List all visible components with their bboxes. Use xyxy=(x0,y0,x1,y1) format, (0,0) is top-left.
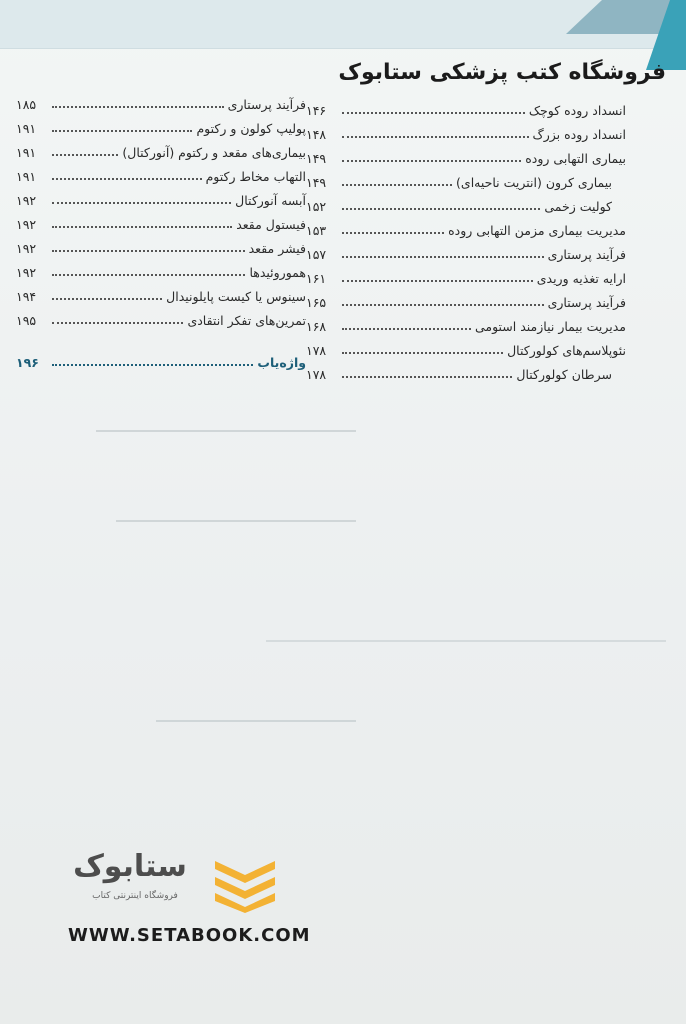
bleed-through-mark xyxy=(116,520,356,522)
toc-entry xyxy=(306,290,626,314)
toc-leader-dots xyxy=(342,328,471,330)
toc-leader-dots xyxy=(342,184,452,186)
toc-page-number: ۱۵۲ xyxy=(306,198,327,214)
toc-entry-label: التهاب مخاط رکتوم xyxy=(205,168,306,184)
toc-entry-label: سرطان کولورکتال xyxy=(516,366,612,382)
toc-leader-dots xyxy=(52,364,253,366)
toc-vocab-label: واژه‌یاب xyxy=(257,354,306,370)
toc-page-number: ۱۸۵ xyxy=(16,96,37,112)
toc-entry-label: فرآیند پرستاری xyxy=(547,246,626,262)
toc-entry-label: فرآیند پرستاری xyxy=(547,294,626,310)
page-top-band xyxy=(0,0,686,49)
toc-page-number: ۱۴۹ xyxy=(306,174,327,190)
logo-tagline: فروشگاه اینترنتی کتاب xyxy=(92,891,178,901)
toc-leader-dots xyxy=(342,112,525,114)
toc-entry xyxy=(16,260,306,284)
toc-page-number: ۱۷۸ xyxy=(306,366,327,382)
toc-leader-dots xyxy=(52,250,245,252)
page-title: فروشگاه کتب پزشکی ستابوک xyxy=(338,60,666,85)
toc-entry xyxy=(16,212,306,236)
toc-page-number: ۱۹۵ xyxy=(16,312,37,328)
toc-vocab-entry xyxy=(16,350,306,374)
toc-leader-dots xyxy=(342,304,544,306)
logo-brand-text: ستابوک xyxy=(73,849,187,884)
toc-page-number: ۱۴۹ xyxy=(306,150,327,166)
toc-entry-label: فیستول مقعد xyxy=(236,216,306,232)
site-url: WWW.SETABOOK.COM xyxy=(68,925,311,946)
toc-page-number: ۱۹۲ xyxy=(16,216,37,232)
toc-entry-label: انسداد روده کوچک xyxy=(528,102,626,118)
toc-entry xyxy=(306,218,626,242)
stacked-chevrons-logo-icon xyxy=(210,853,280,913)
toc-entry xyxy=(16,140,306,164)
toc-page-number: ۱۷۸ xyxy=(306,342,327,358)
bleed-through-mark xyxy=(96,430,356,432)
toc-entry-label: بیماری التهابی روده xyxy=(525,150,626,166)
toc-leader-dots xyxy=(52,226,232,228)
toc-leader-dots xyxy=(342,136,529,138)
toc-leader-dots xyxy=(342,256,544,258)
toc-leader-dots xyxy=(342,376,512,378)
toc-leader-dots xyxy=(52,298,162,300)
toc-page-number: ۱۵۳ xyxy=(306,222,327,238)
toc-entry-label: سینوس یا کیست پایلونیدال xyxy=(166,288,306,304)
toc-entry-label: نئوپلاسم‌های کولورکتال xyxy=(507,342,626,358)
toc-leader-dots xyxy=(52,154,118,156)
toc-page-number: ۱۹۲ xyxy=(16,264,37,280)
bleed-through-mark xyxy=(266,640,666,642)
toc-leader-dots xyxy=(342,160,521,162)
toc-entry-label: آبسه آنورکتال xyxy=(235,192,306,208)
toc-leader-dots xyxy=(52,106,224,108)
toc-entry-label: پولیپ کولون و رکتوم xyxy=(196,120,306,136)
toc-entry xyxy=(306,314,626,338)
toc-leader-dots xyxy=(342,280,533,282)
toc-entry-label: ارایه تغذیه وریدی xyxy=(536,270,626,286)
toc-entry xyxy=(306,122,626,146)
toc-entry-label: مدیریت بیماری مزمن التهابی روده xyxy=(448,222,626,238)
toc-entry xyxy=(306,242,626,266)
toc-leader-dots xyxy=(52,274,245,276)
toc-entry xyxy=(16,92,306,116)
toc-page-number: ۱۴۸ xyxy=(306,126,327,142)
toc-entry xyxy=(306,362,626,386)
toc-entry-label: مدیریت بیمار نیازمند استومی xyxy=(474,318,626,334)
toc-leader-dots xyxy=(52,178,202,180)
toc-leader-dots xyxy=(342,352,503,354)
toc-page-number: ۱۴۶ xyxy=(306,102,327,118)
toc-page-number: ۱۹۲ xyxy=(16,192,37,208)
toc-entry-label: بیماری کرون (انتریت ناحیه‌ای) xyxy=(456,174,612,190)
toc-page-number: ۱۹۲ xyxy=(16,240,37,256)
toc-entry xyxy=(16,116,306,140)
toc-entry xyxy=(16,284,306,308)
brand-logo xyxy=(60,845,290,915)
toc-entry xyxy=(306,170,626,194)
toc-leader-dots xyxy=(52,322,183,324)
toc-entry xyxy=(16,164,306,188)
toc-entry xyxy=(306,194,626,218)
toc-page-number: ۱۶۵ xyxy=(306,294,327,310)
toc-entry xyxy=(306,146,626,170)
toc-entry xyxy=(306,98,626,122)
toc-entry-label: تمرین‌های تفکر انتقادی xyxy=(187,312,306,328)
toc-page-number: ۱۶۱ xyxy=(306,270,327,286)
toc-entry-label: فرآیند پرستاری xyxy=(227,96,306,112)
toc-entry-label: هموروئیدها xyxy=(249,264,306,280)
toc-leader-dots xyxy=(52,130,192,132)
toc-entry xyxy=(16,308,306,332)
toc-page-number: ۱۶۸ xyxy=(306,318,327,334)
toc-leader-dots xyxy=(342,208,540,210)
toc-entry xyxy=(306,266,626,290)
toc-page-number: ۱۹۴ xyxy=(16,288,37,304)
toc-entry-label: کولیت زخمی xyxy=(544,198,612,214)
toc-entry xyxy=(306,338,626,362)
toc-leader-dots xyxy=(342,232,444,234)
toc-left-column xyxy=(16,92,306,374)
toc-entry-label: بیماری‌های مقعد و رکتوم (آنورکتال) xyxy=(122,144,306,160)
toc-page-number: ۱۹۱ xyxy=(16,120,37,136)
toc-entry xyxy=(16,188,306,212)
toc-entry-label: فیشر مقعد xyxy=(248,240,306,256)
toc-page-number: ۱۹۱ xyxy=(16,144,37,160)
toc-vocab-page-number: ۱۹۶ xyxy=(16,354,39,370)
toc-leader-dots xyxy=(52,202,231,204)
toc-right-column xyxy=(306,98,626,386)
bleed-through-mark xyxy=(156,720,356,722)
toc-page-number: ۱۹۱ xyxy=(16,168,37,184)
toc-entry xyxy=(16,236,306,260)
toc-page-number: ۱۵۷ xyxy=(306,246,327,262)
toc-entry-label: انسداد روده بزرگ xyxy=(532,126,626,142)
